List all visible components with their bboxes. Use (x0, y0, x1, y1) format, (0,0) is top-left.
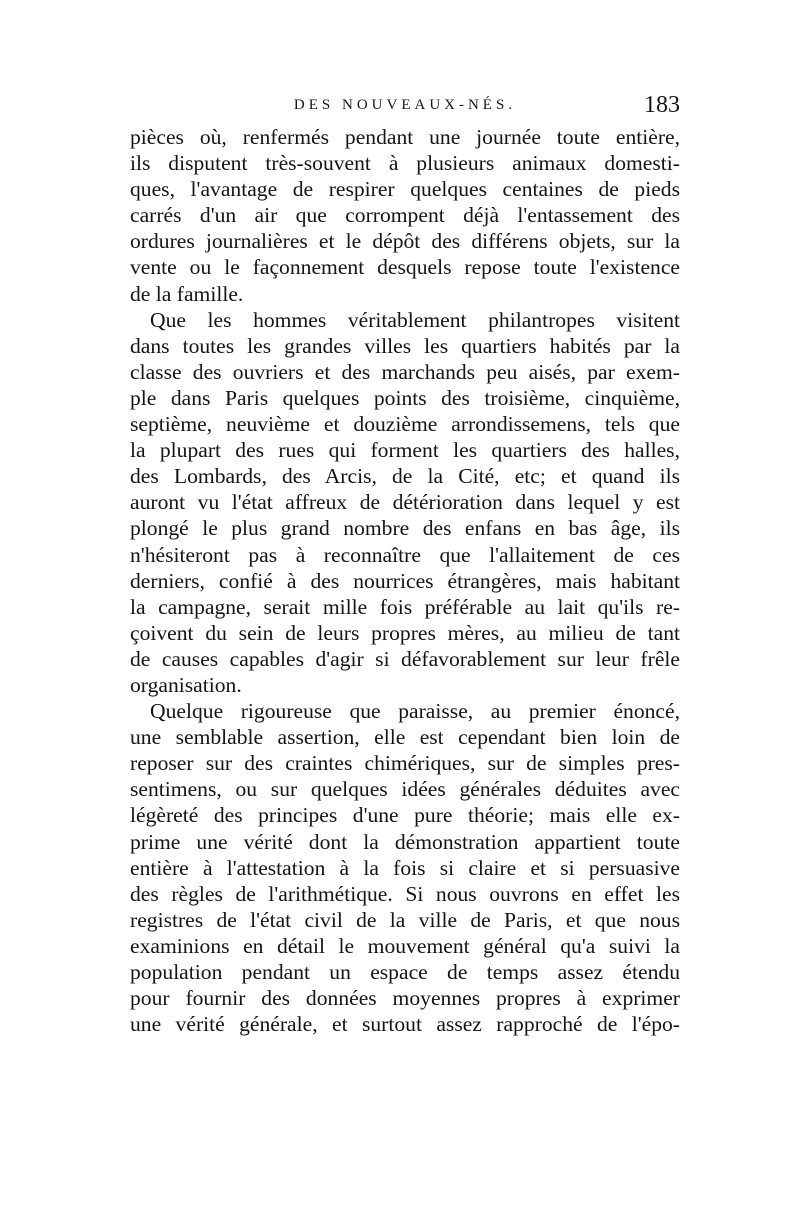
paragraph-start-line: Quelque rigoureuse que paraisse, au premier énoncé, (150, 699, 680, 724)
text-line: légèreté des principes d'une pure théorie; mais elle ex- (130, 803, 680, 828)
text-line: plongé le plus grand nombre des enfans en bas âge, ils (130, 516, 680, 541)
text-line: auront vu l'état affreux de détérioration dans lequel y est (130, 490, 680, 515)
text-line: de causes capables d'agir si défavorablement sur leur frêle (130, 646, 680, 671)
text-line: population pendant un espace de temps assez étendu (130, 960, 680, 984)
text-line: classe des ouvriers et des marchands peu aisés, par exem- (130, 359, 680, 384)
text-line: sentimens, ou sur quelques idées générales déduites avec (130, 777, 680, 802)
text-line: n'hésiteront pas à reconnaître que l'allaitement de ces (130, 542, 680, 567)
text-line: la campagne, serait mille fois préférable au lait qu'ils re- (130, 594, 680, 619)
text-line: une vérité générale, et surtout assez rapproché de l'épo- (130, 1012, 680, 1037)
text-line: une semblable assertion, elle est cependant bien loin de (130, 725, 680, 750)
text-line: de la famille. (130, 281, 244, 306)
text-line: çoivent du sein de leurs propres mères, au milieu de tant (130, 620, 680, 645)
text-line: reposer sur des craintes chimériques, sur de simples pres- (130, 751, 680, 776)
text-line: vente ou le façonnement desquels repose toute l'existence (130, 255, 680, 280)
running-title: DES NOUVEAUX-NÉS. (293, 97, 517, 113)
paragraph-start-line: Que les hommes véritablement philantropes visitent (150, 307, 680, 332)
text-line: septième, neuvième et douzième arrondissemens, tels que (130, 412, 680, 437)
text-line: prime une vérité dont la démonstration appartient toute (130, 829, 680, 854)
text-line: dans toutes les grandes villes les quartiers habités par la (130, 333, 680, 358)
body-text (130, 124, 680, 1037)
text-line: la plupart des rues qui forment les quartiers des halles, (130, 438, 680, 463)
running-header (130, 90, 680, 120)
text-line: ple dans Paris quelques points des troisième, cinquième, (130, 385, 680, 410)
text-line: ques, l'avantage de respirer quelques centaines de pieds (130, 177, 680, 202)
text-line: pour fournir des données moyennes propres à exprimer (130, 986, 680, 1011)
text-line: derniers, confié à des nourrices étrangères, mais habitant (130, 568, 680, 593)
page-number: 183 (644, 92, 680, 118)
text-line: entière à l'attestation à la fois si claire et si persuasive (130, 855, 680, 880)
text-line: ordures journalières et le dépôt des différens objets, sur la (130, 229, 680, 254)
text-line: registres de l'état civil de la ville de Paris, et que nous (130, 907, 680, 932)
text-line: pièces où, renfermés pendant une journée toute entière, (130, 125, 680, 149)
text-line: ils disputent très-souvent à plusieurs animaux domesti- (130, 151, 680, 176)
text-line: organisation. (130, 672, 242, 697)
text-line: carrés d'un air que corrompent déjà l'entassement des (130, 203, 680, 228)
text-line: des Lombards, des Arcis, de la Cité, etc; et quand ils (130, 464, 680, 489)
text-line: des règles de l'arithmétique. Si nous ouvrons en effet les (130, 881, 680, 906)
text-line: examinions en détail le mouvement général qu'a suivi la (130, 933, 680, 958)
